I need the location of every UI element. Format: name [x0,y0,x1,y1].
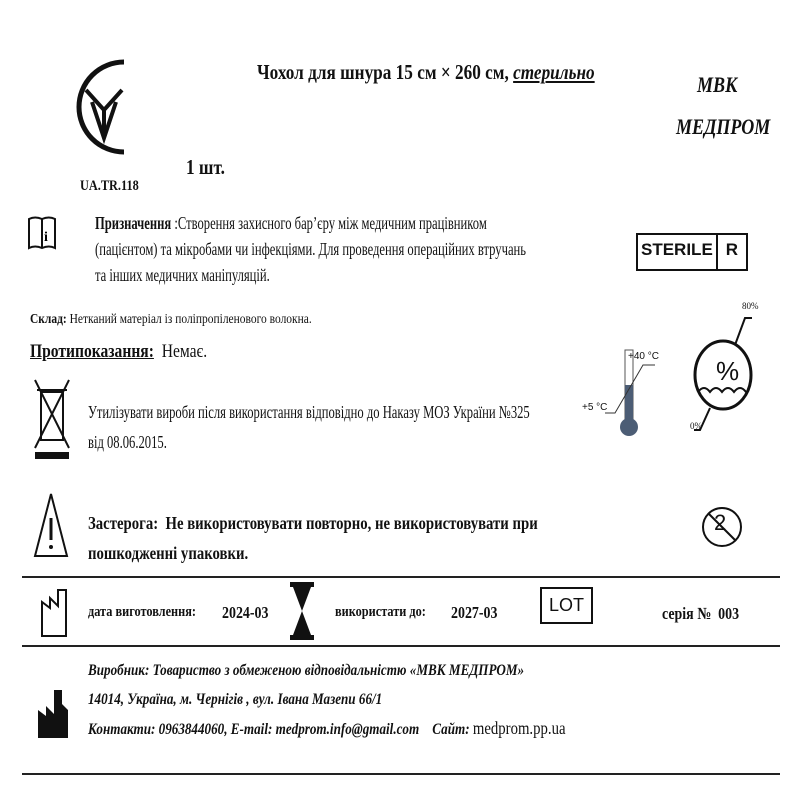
temp-min: +5 °C [582,402,608,413]
composition-text: Нетканий матеріал із поліпропіленового волокна. [69,312,312,327]
humidity-max: 80% [742,301,759,311]
warning-text [88,508,538,568]
warning-label: Застерога: [88,513,159,533]
manufacturer-name: Виробник: Товариство з обмеженою відповідальністю «МВК МЕДПРОМ» [88,662,525,679]
purpose-block [95,210,526,288]
disposal-line: від 08.06.2015. [88,432,167,452]
purpose-text: та інших медичних маніпуляцій. [95,265,270,285]
manufactured-label: дата виготовлення: [88,604,196,620]
humidity-symbol: % [716,356,740,386]
manufacturer-icon [38,690,68,738]
sterile-text: STERILE [638,235,718,269]
warning-line: пошкодженні упаковки. [88,543,249,563]
title-text: Чохол для шнура 15 см × 260 см, [257,60,509,84]
manufacturer-contacts: Контакти: 0963844060, E-mail: medprom.info@gmail.com [88,721,420,738]
disposal-line: Утилізувати вироби після використання відповідно до Наказу МОЗ України №325 [88,402,530,422]
hourglass-icon [290,582,314,640]
sterile-r-symbol [636,233,748,271]
composition-label: Склад: [30,312,67,327]
instructions-icon [27,215,57,251]
temp-max: +40 °C [628,351,659,362]
manufacturer-block [88,656,566,744]
sterile-method: R [725,240,739,259]
purpose-text: (пацієнтом) та мікробами чи інфекціями. Для проведення операційних втручань [95,239,527,259]
brand-line1: МВК [697,72,738,97]
purpose-label: Призначення [95,213,172,233]
humidity-min: 0% [690,421,702,431]
sterile-word: стерильно [513,60,595,84]
warning-icon [33,490,69,562]
warning-line: Не використовувати повторно, не використовувати при [165,513,538,533]
purpose-text: :Створення захисного бар’єру між медичним працівником [174,213,487,233]
expiry-label: використати до: [335,604,426,620]
divider [22,645,780,647]
brand-line2: МЕДПРОМ [676,114,771,139]
temperature-limit-icon [575,345,675,440]
manufacture-date-icon [40,588,68,638]
manufacturer-address: 14014, Україна, м. Чернігів , вул. Івана Мазепи 66/1 [88,691,383,708]
weee-disposal-icon [33,378,71,463]
disposal-text [88,397,530,457]
lot-symbol: LOT [540,587,593,624]
divider [22,576,780,578]
composition [30,312,312,328]
quantity: 1 шт. [186,155,225,179]
cert-code: UA.TR.118 [80,178,139,194]
series-number: 003 [718,604,740,623]
contraindications [30,341,207,363]
svg-text:i: i [44,230,48,245]
site-link[interactable]: medprom.pp.ua [472,718,566,738]
product-title [257,60,595,85]
series [662,604,739,624]
single-use-number: 2 [714,510,727,535]
contraindications-label: Протипоказання: [30,341,154,362]
manufactured-date: 2024-03 [222,603,269,622]
expiry-date: 2027-03 [451,603,498,622]
contraindications-text: Немає. [161,341,208,362]
ua-tr-mark-icon [72,42,132,177]
series-label: серія № [662,604,712,623]
divider [22,773,780,775]
site-label: Сайт: [432,721,470,738]
